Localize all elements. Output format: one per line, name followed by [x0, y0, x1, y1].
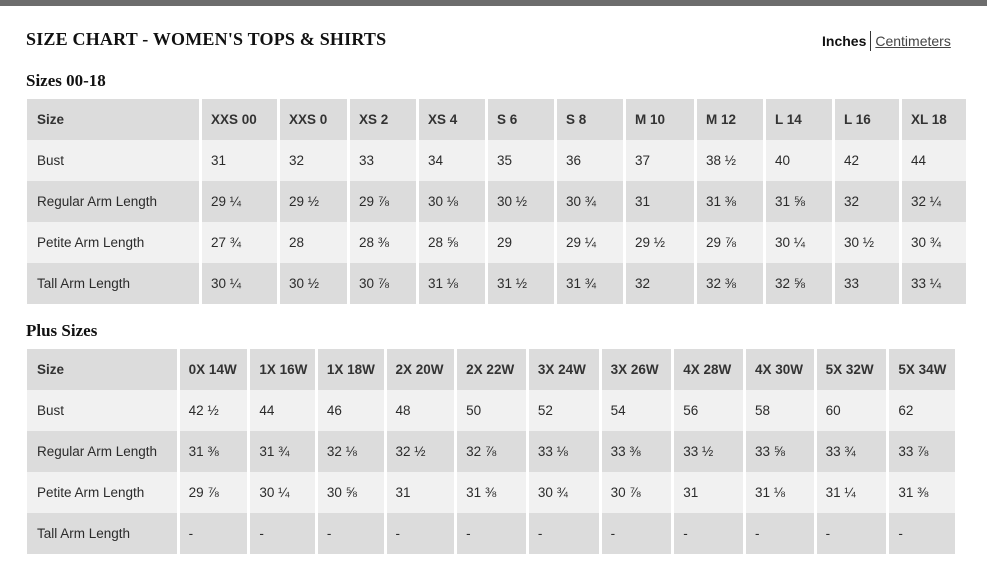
measurement-cell: 30 ½ — [835, 222, 899, 263]
size-column-header: XS 2 — [350, 99, 416, 140]
size-column-header: 4X 30W — [746, 349, 814, 390]
size-table-standard — [24, 99, 969, 304]
measurement-cell: 48 — [387, 390, 455, 431]
measurement-cell: 32 ⅞ — [457, 431, 526, 472]
measurement-cell: 33 ⅞ — [889, 431, 955, 472]
measurement-cell: 31 ¼ — [817, 472, 887, 513]
size-column-header: 0X 14W — [180, 349, 248, 390]
table-row — [27, 181, 966, 222]
measurement-cell: 32 ¼ — [902, 181, 966, 222]
header-size-label: Size — [27, 99, 199, 140]
measurement-cell: 54 — [602, 390, 672, 431]
measurement-cell: 31 ½ — [488, 263, 554, 304]
top-border — [0, 0, 987, 6]
measurement-cell: 33 ½ — [674, 431, 743, 472]
unit-centimeters-link[interactable]: Centimeters — [875, 33, 951, 49]
measurement-cell: 62 — [889, 390, 955, 431]
measurement-cell: 56 — [674, 390, 743, 431]
measurement-cell: 29 ⅞ — [697, 222, 763, 263]
size-column-header: 4X 28W — [674, 349, 743, 390]
measurement-cell: 42 — [835, 140, 899, 181]
page-title: SIZE CHART - WOMEN'S TOPS & SHIRTS — [26, 29, 387, 49]
measurement-cell: - — [318, 513, 384, 554]
measurement-cell: 31 ¾ — [250, 431, 315, 472]
table-row — [27, 472, 955, 513]
measurement-cell: 31 — [202, 140, 277, 181]
measurement-cell: 32 ⅝ — [766, 263, 832, 304]
measurement-cell: 35 — [488, 140, 554, 181]
measurement-cell: 32 ½ — [387, 431, 455, 472]
measurement-cell: 32 — [835, 181, 899, 222]
size-column-header: XS 4 — [419, 99, 485, 140]
measurement-cell: 33 — [835, 263, 899, 304]
measurement-cell: 40 — [766, 140, 832, 181]
measurement-cell: 29 ⅞ — [180, 472, 248, 513]
size-column-header: XXS 00 — [202, 99, 277, 140]
size-column-header: 2X 20W — [387, 349, 455, 390]
size-column-header: 1X 16W — [250, 349, 315, 390]
size-column-header: 1X 18W — [318, 349, 384, 390]
measurement-cell: 50 — [457, 390, 526, 431]
measurement-cell: - — [457, 513, 526, 554]
table-row — [27, 513, 955, 554]
size-column-header: 2X 22W — [457, 349, 526, 390]
table-row — [27, 390, 955, 431]
row-label: Regular Arm Length — [27, 431, 177, 472]
measurement-cell: 29 ⅞ — [350, 181, 416, 222]
row-label: Bust — [27, 140, 199, 181]
measurement-cell: 58 — [746, 390, 814, 431]
measurement-cell: 32 — [280, 140, 347, 181]
measurement-cell: 30 ¼ — [202, 263, 277, 304]
size-column-header: L 14 — [766, 99, 832, 140]
measurement-cell: 37 — [626, 140, 694, 181]
header-size-label: Size — [27, 349, 177, 390]
measurement-cell: 31 ⅜ — [889, 472, 955, 513]
row-label: Bust — [27, 390, 177, 431]
measurement-cell: 33 ⅛ — [529, 431, 599, 472]
measurement-cell: 31 — [674, 472, 743, 513]
table-header-row — [27, 99, 966, 140]
measurement-cell: 30 ⅝ — [318, 472, 384, 513]
size-column-header: L 16 — [835, 99, 899, 140]
table-row — [27, 431, 955, 472]
size-column-header: 5X 32W — [817, 349, 887, 390]
measurement-cell: 30 ¾ — [557, 181, 623, 222]
unit-toggle — [822, 32, 962, 50]
row-label: Petite Arm Length — [27, 472, 177, 513]
measurement-cell: 31 ⅛ — [746, 472, 814, 513]
table-row — [27, 263, 966, 304]
size-column-header: 5X 34W — [889, 349, 955, 390]
measurement-cell: - — [889, 513, 955, 554]
measurement-cell: 27 ¾ — [202, 222, 277, 263]
measurement-cell: - — [746, 513, 814, 554]
size-column-header: XXS 0 — [280, 99, 347, 140]
measurement-cell: 31 ⅜ — [457, 472, 526, 513]
measurement-cell: 46 — [318, 390, 384, 431]
measurement-cell: 28 ⅝ — [419, 222, 485, 263]
measurement-cell: - — [529, 513, 599, 554]
measurement-cell: 31 ⅜ — [180, 431, 248, 472]
measurement-cell: 42 ½ — [180, 390, 248, 431]
measurement-cell: - — [250, 513, 315, 554]
size-column-header: M 10 — [626, 99, 694, 140]
measurement-cell: 34 — [419, 140, 485, 181]
measurement-cell: 31 — [626, 181, 694, 222]
measurement-cell: 31 ⅛ — [419, 263, 485, 304]
measurement-cell: - — [602, 513, 672, 554]
size-column-header: M 12 — [697, 99, 763, 140]
row-label: Tall Arm Length — [27, 513, 177, 554]
measurement-cell: 38 ½ — [697, 140, 763, 181]
table-row — [27, 222, 966, 263]
measurement-cell: 28 — [280, 222, 347, 263]
measurement-cell: 31 ⅝ — [766, 181, 832, 222]
measurement-cell: 33 ⅝ — [746, 431, 814, 472]
measurement-cell: 29 ½ — [280, 181, 347, 222]
measurement-cell: 30 ⅛ — [419, 181, 485, 222]
measurement-cell: 30 ⅞ — [602, 472, 672, 513]
measurement-cell: 44 — [250, 390, 315, 431]
table-header-row — [27, 349, 955, 390]
table-row — [27, 140, 966, 181]
measurement-cell: - — [387, 513, 455, 554]
section-title-standard: Sizes 00-18 — [26, 71, 106, 90]
measurement-cell: 33 ¾ — [817, 431, 887, 472]
measurement-cell: 32 ⅛ — [318, 431, 384, 472]
measurement-cell: 29 ¼ — [202, 181, 277, 222]
measurement-cell: 30 ¼ — [766, 222, 832, 263]
row-label: Regular Arm Length — [27, 181, 199, 222]
size-table-plus — [24, 349, 958, 554]
measurement-cell: 52 — [529, 390, 599, 431]
measurement-cell: 33 — [350, 140, 416, 181]
measurement-cell: 30 ⅞ — [350, 263, 416, 304]
measurement-cell: 30 ¾ — [529, 472, 599, 513]
measurement-cell: 31 ⅜ — [697, 181, 763, 222]
unit-divider — [870, 31, 871, 51]
measurement-cell: 30 ½ — [280, 263, 347, 304]
measurement-cell: 28 ⅜ — [350, 222, 416, 263]
size-column-header: XL 18 — [902, 99, 966, 140]
measurement-cell: 29 — [488, 222, 554, 263]
measurement-cell: 33 ¼ — [902, 263, 966, 304]
measurement-cell: 31 ¾ — [557, 263, 623, 304]
size-column-header: S 8 — [557, 99, 623, 140]
measurement-cell: 32 — [626, 263, 694, 304]
measurement-cell: 60 — [817, 390, 887, 431]
row-label: Tall Arm Length — [27, 263, 199, 304]
measurement-cell: 29 ¼ — [557, 222, 623, 263]
measurement-cell: 44 — [902, 140, 966, 181]
measurement-cell: - — [674, 513, 743, 554]
measurement-cell: - — [180, 513, 248, 554]
measurement-cell: - — [817, 513, 887, 554]
size-column-header: 3X 24W — [529, 349, 599, 390]
measurement-cell: 36 — [557, 140, 623, 181]
size-column-header: S 6 — [488, 99, 554, 140]
measurement-cell: 30 ¾ — [902, 222, 966, 263]
unit-inches-option[interactable]: Inches — [822, 33, 867, 49]
measurement-cell: 32 ⅜ — [697, 263, 763, 304]
section-title-plus: Plus Sizes — [26, 321, 98, 340]
measurement-cell: 31 — [387, 472, 455, 513]
measurement-cell: 30 ¼ — [250, 472, 315, 513]
measurement-cell: 29 ½ — [626, 222, 694, 263]
size-column-header: 3X 26W — [602, 349, 672, 390]
measurement-cell: 30 ½ — [488, 181, 554, 222]
row-label: Petite Arm Length — [27, 222, 199, 263]
measurement-cell: 33 ⅜ — [602, 431, 672, 472]
